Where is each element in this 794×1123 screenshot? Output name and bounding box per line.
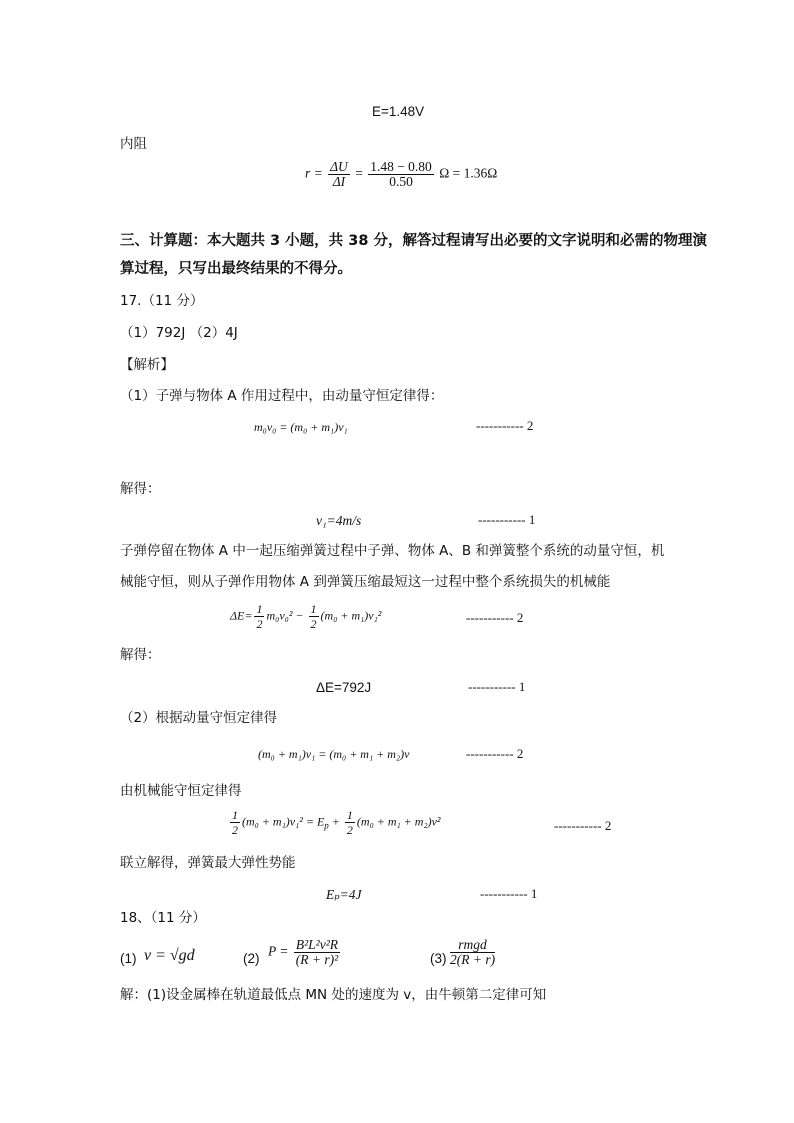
paragraph-line2: 械能守恒，则从子弹作用物体 A 到弹簧压缩最短这一过程中整个系统损失的机械能 (120, 574, 611, 590)
combine-statement: 联立解得，弹簧最大弹性势能 (120, 855, 296, 871)
solve-label-2: 解得： (120, 647, 161, 663)
velocity-v1: v₁=4m/s (316, 513, 362, 528)
part2-intro: （2）根据动量守恒定律得 (120, 710, 278, 726)
question-18-title: 18、（11 分） (120, 910, 206, 926)
q18-answer-1: v = √gd (144, 947, 195, 964)
q18-solution-line: 解：(1)设金属棒在轨道最低点 MN 处的速度为 v，由牛顿第二定律可知 (120, 987, 547, 1003)
question-17-title: 17.（11 分） (120, 293, 204, 309)
score-mark: ----------- 1 (468, 679, 526, 694)
energy-conservation-intro: 由机械能守恒定律得 (120, 783, 242, 799)
score-mark: ----------- 1 (478, 512, 536, 527)
score-mark: ----------- 2 (466, 610, 524, 625)
score-mark: ----------- 2 (466, 746, 524, 761)
q18-answer-3-label: (3) (430, 951, 447, 966)
energy-equation: $\frac{1}{2}$ $(m_0 + m_1)v_1^2 = E_p$ + $\frac{1}{2}$ (m₀ + m₁ + m₂)v² (232, 808, 441, 837)
resistance-formula: r = $\frac{\Delta U}{\Delta I}$ = $\frac{1.48 - 0.80}{0.50}$ Ω = 1.36Ω (305, 159, 498, 189)
momentum-equation-1: m₀v₀ = (m₀ + m₁)v₁ (254, 420, 348, 434)
energy-loss-equation: ΔE= $\frac{1}{2}$ m₀v₀² − $\frac{1}{2}$ (m₀ + m₁)v₁² (230, 602, 382, 631)
momentum-equation-2: (m₀ + m₁)v₁ = (m₀ + m₁ + m₂)v (258, 747, 410, 761)
question-17-answers: （1）792J （2）4J (120, 325, 238, 341)
score-mark: ----------- 1 (480, 886, 538, 901)
paragraph-line1: 子弹停留在物体 A 中一起压缩弹簧过程中子弹、物体 A、B 和弹簧整个系统的动量守恒，机 (120, 543, 665, 559)
q18-answer-1-label: (1) (120, 951, 137, 966)
solve-label-1: 解得： (120, 481, 161, 497)
q18-answer-3: $\frac{\text{rmgd}}{2(R + r)}$ (450, 937, 496, 967)
score-mark: ----------- 2 (554, 818, 612, 833)
score-mark: ----------- 2 (476, 418, 534, 433)
section-heading-line2: 算过程，只写出最终结果的不得分。 (120, 261, 352, 277)
part1-intro: （1）子弹与物体 A 作用过程中，由动量守恒定律得： (120, 388, 444, 404)
elastic-potential-energy: Eₚ=4J (326, 887, 362, 902)
section-heading-line1: 三、计算题：本大题共 3 小题，共 38 分，解答过程请写出必要的文字说明和必需的物理演 (120, 233, 707, 249)
emf-result: E=1.48V (372, 104, 425, 119)
analysis-heading: 【解析】 (120, 357, 174, 373)
internal-resistance-label: 内阻 (120, 136, 147, 152)
q18-answer-2: P = $\frac{\text{B²L²v²R}}{\text{(R + r)²}}$ (268, 937, 339, 967)
q18-answer-2-label: (2) (243, 951, 260, 966)
energy-loss-result: ΔE=792J (316, 680, 372, 695)
